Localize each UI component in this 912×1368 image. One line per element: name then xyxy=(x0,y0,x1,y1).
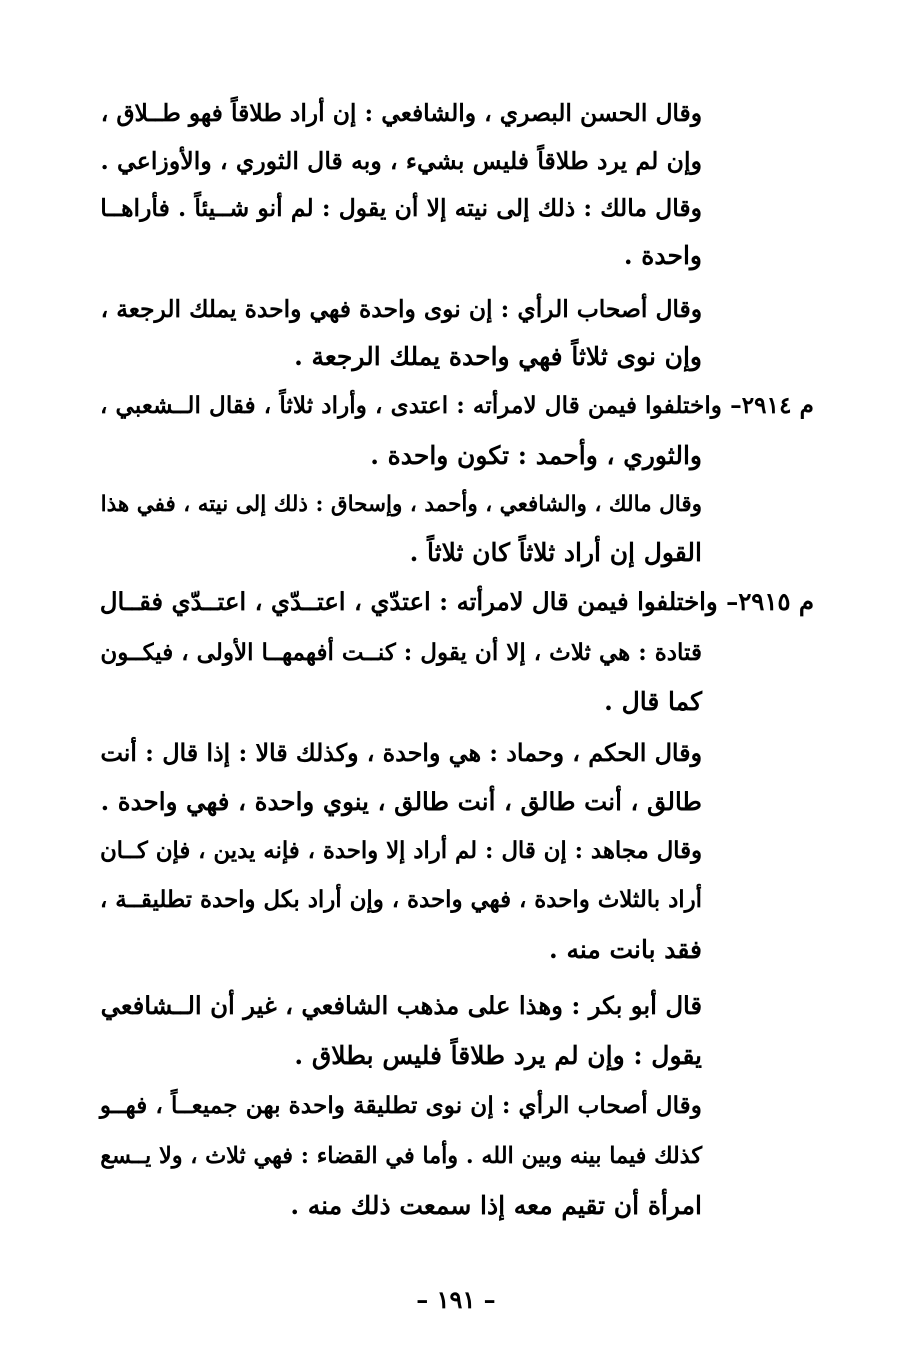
text-line: وقال مجاهد : إن قال : لم أراد إلا واحدة ، فإنه يدين ، فإن كــان xyxy=(99,838,702,864)
text-line: يقول : وإن لم يرد طلاقاً فليس بطلاق . xyxy=(294,1041,702,1070)
text-line: أراد بالثلاث واحدة ، فهي واحدة ، وإن أراد بكل واحدة تطليقــة ، xyxy=(99,887,702,913)
text-line: امرأة أن تقيم معه إذا سمعت ذلك منه . xyxy=(290,1191,702,1220)
abu-bakr-comment-line: قال أبو بكر : وهذا على مذهب الشافعي ، غير أن الــشافعي xyxy=(100,991,702,1020)
text-line: كذلك فيما بينه وبين الله . وأما في القضاء : فهي ثلاث ، ولا يــسع xyxy=(100,1143,702,1169)
text-line: وقال الحسن البصري ، والشافعي : إن أراد طلاقاً فهو طــلاق ، xyxy=(100,99,702,127)
text-line: القول إن أراد ثلاثاً كان ثلاثاً . xyxy=(409,538,702,567)
text-line: قتادة : هي ثلاث ، إلا أن يقول : كنــت أفهمهــا الأولى ، فيكــون xyxy=(100,639,702,666)
text-line: وقال مالك : ذلك إلى نيته إلا أن يقول : لم أنو شــيئاً . فأراهــا xyxy=(100,194,702,222)
text-line: كما قال . xyxy=(604,687,702,716)
section-2915-line: م ٢٩١٥– واختلفوا فيمن قال لامرأته : اعتدّي ، اعتــدّي ، اعتــدّي فقــال xyxy=(99,587,814,616)
text-line: والثوري ، وأحمد : تكون واحدة . xyxy=(370,441,702,470)
section-2914-line: م ٢٩١٤– واختلفوا فيمن قال لامرأته : اعتدى ، وأراد ثلاثاً ، فقال الــشعبي ، xyxy=(99,392,814,419)
text-line: وقال أصحاب الرأي : إن نوى تطليقة واحدة بهن جميعــاً ، فهــو xyxy=(99,1092,702,1119)
text-line: وقال أصحاب الرأي : إن نوى واحدة فهي واحدة يملك الرجعة ، xyxy=(100,295,702,323)
text-line: طالق ، أنت طالق ، أنت طالق ، ينوي واحدة ، فهي واحدة . xyxy=(100,787,702,816)
text-line: واحدة . xyxy=(623,241,702,270)
text-line: وإن نوى ثلاثاً فهي واحدة يملك الرجعة . xyxy=(294,342,702,371)
text-line: وإن لم يرد طلاقاً فليس بشيء ، وبه قال الثوري ، والأوزاعي . xyxy=(100,147,702,175)
text-line: فقد بانت منه . xyxy=(549,935,702,964)
page-number: – ١٩١ – xyxy=(416,1285,496,1314)
text-line: وقال مالك ، والشافعي ، وأحمد ، وإسحاق : ذلك إلى نيته ، ففي هذا xyxy=(100,492,702,517)
text-line: وقال الحكم ، وحماد : هي واحدة ، وكذلك قالا : إذا قال : أنت xyxy=(100,739,702,767)
